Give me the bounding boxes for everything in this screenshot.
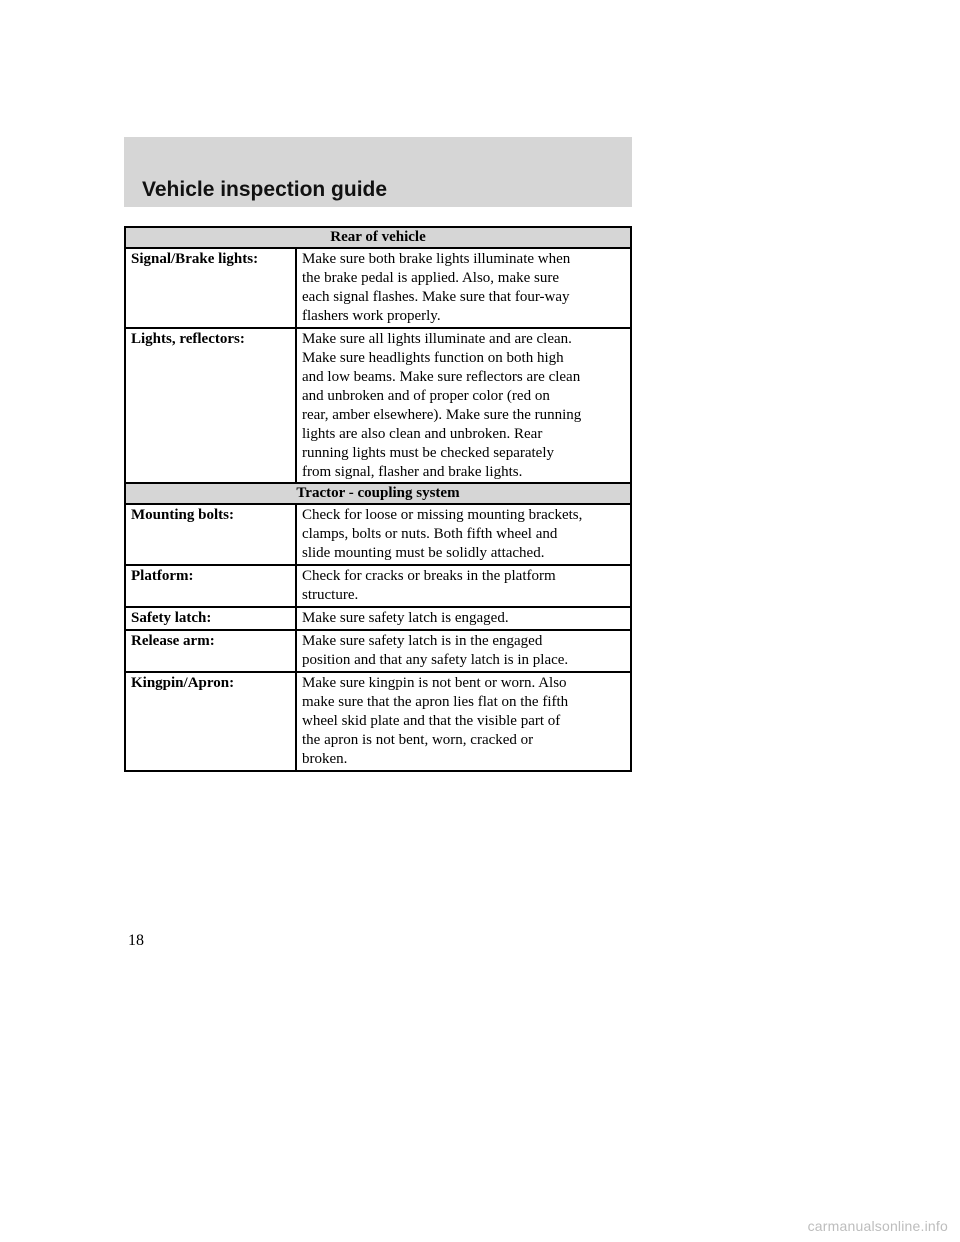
table-title: Tractor - coupling system bbox=[125, 483, 631, 504]
row-description: Make sure safety latch is engaged. bbox=[296, 607, 631, 630]
watermark: carmanualsonline.info bbox=[807, 1218, 948, 1234]
row-description: Check for loose or missing mounting brackets, clamps, bolts or nuts. Both fifth wheel and slide mounting must be solidly attached. bbox=[296, 504, 631, 565]
rear-of-vehicle-table bbox=[124, 226, 632, 485]
table-row bbox=[125, 565, 631, 607]
row-label: Mounting bolts: bbox=[125, 504, 296, 565]
row-label: Signal/Brake lights: bbox=[125, 248, 296, 328]
row-description: Make sure all lights illuminate and are clean. Make sure headlights function on both high and low beams. Make sure reflectors are clean and unbroken and of proper color (red on rear, amber elsewhere). Make sure the running lights are also clean and unbroken. Rear running lights must be checked separately from signal, flasher and brake lights. bbox=[296, 328, 631, 484]
row-description: Check for cracks or breaks in the platform structure. bbox=[296, 565, 631, 607]
row-label: Release arm: bbox=[125, 630, 296, 672]
table-row bbox=[125, 328, 631, 484]
table-row bbox=[125, 607, 631, 630]
row-label: Platform: bbox=[125, 565, 296, 607]
row-label: Safety latch: bbox=[125, 607, 296, 630]
row-label: Kingpin/Apron: bbox=[125, 672, 296, 771]
page-number: 18 bbox=[128, 932, 144, 949]
table-row bbox=[125, 248, 631, 328]
table-row bbox=[125, 672, 631, 771]
table-row bbox=[125, 630, 631, 672]
tractor-coupling-system-table bbox=[124, 482, 632, 772]
row-description: Make sure both brake lights illuminate when the brake pedal is applied. Also, make sure each signal flashes. Make sure that four-way flashers work properly. bbox=[296, 248, 631, 328]
table-row bbox=[125, 504, 631, 565]
page-title: Vehicle inspection guide bbox=[142, 178, 388, 201]
table-title: Rear of vehicle bbox=[125, 227, 631, 248]
row-label: Lights, reflectors: bbox=[125, 328, 296, 484]
row-description: Make sure kingpin is not bent or worn. Also make sure that the apron lies flat on the fifth wheel skid plate and that the visible part of the apron is not bent, worn, cracked or broken. bbox=[296, 672, 631, 771]
row-description: Make sure safety latch is in the engaged position and that any safety latch is in place. bbox=[296, 630, 631, 672]
